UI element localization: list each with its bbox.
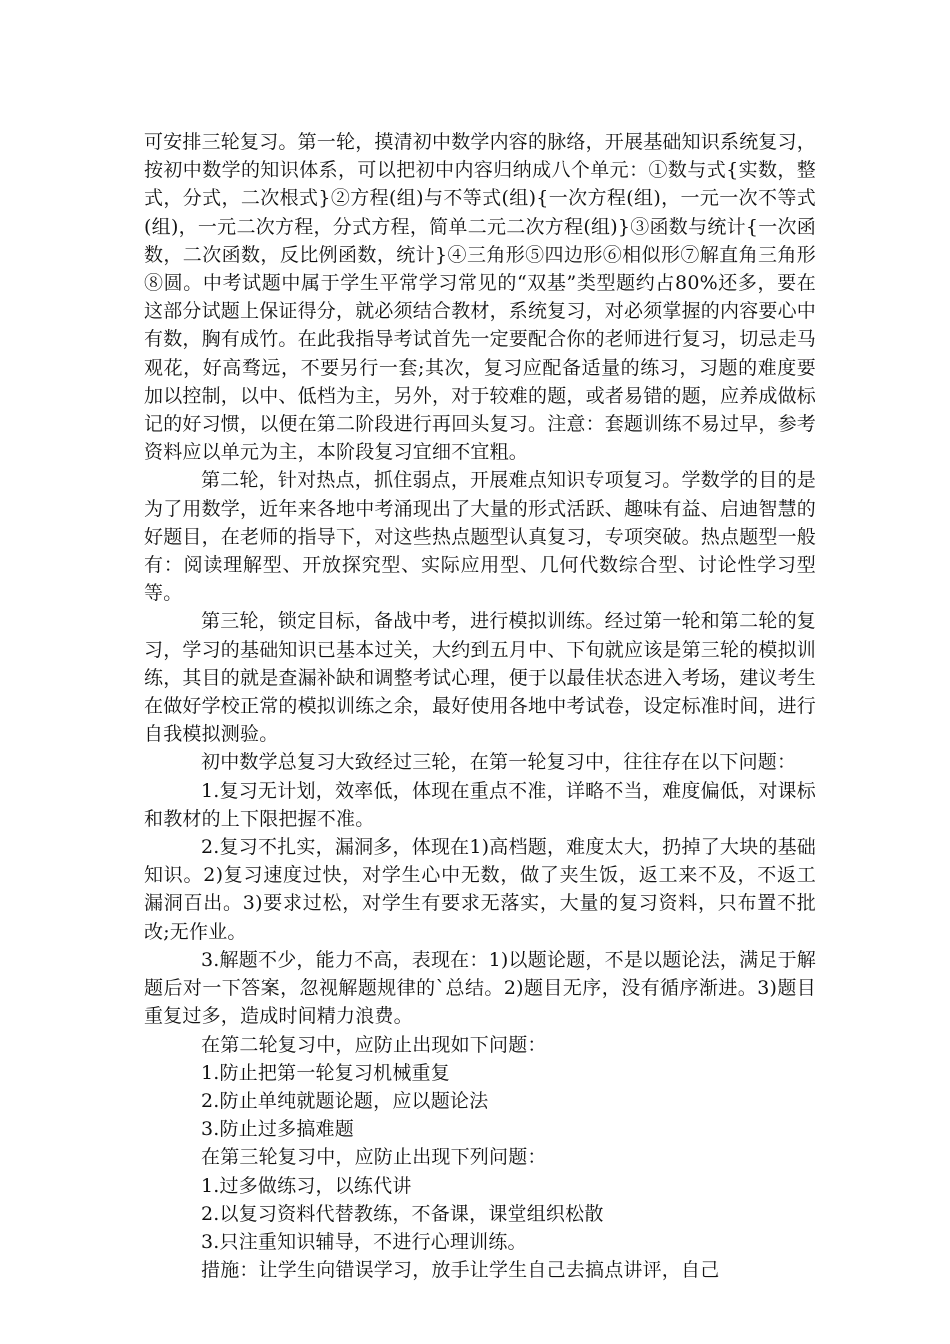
document-body: [144, 128, 816, 1284]
paragraph-problems-intro: 初中数学总复习大致经过三轮，在第一轮复习中，往往存在以下问题：: [201, 751, 797, 774]
list-item: 2.防止单纯就题论题，应以题论法: [201, 1089, 489, 1112]
paragraph-second-round: 第二轮，针对热点，抓住弱点，开展难点知识专项复习。学数学的目的是为了用数学，近年来各地中考涌现出了大量的形式活跃、趣味有益、启迪智慧的好题目，在老师的指导下，对这些热点题型认真复习，专项突破。热点题型一般有：阅读理解型、开放探究型、实际应用型、几何代数综合型、讨论性学习型等。: [144, 469, 817, 605]
list-item: 2.以复习资料代替教练，不备课，课堂组织松散: [201, 1202, 604, 1225]
list-item: 3.只注重知识辅导，不进行心理训练。: [201, 1230, 527, 1253]
list-item: 1.过多做练习，以练代讲: [201, 1174, 412, 1197]
paragraph-problem-3: 3.解题不少，能力不高，表现在：1)以题论题，不是以题论法，满足于解题后对一下答案，忽视解题规律的`总结。2)题目无序，没有循序渐进。3)题目重复过多，造成时间精力浪费。: [144, 948, 816, 1028]
list-item: 3.防止过多搞难题: [201, 1118, 354, 1141]
paragraph-problem-1: 1.复习无计划，效率低，体现在重点不准，详略不当，难度偏低，对课标和教材的上下限把握不准。: [144, 779, 816, 830]
paragraph-first-round: 可安排三轮复习。第一轮，摸清初中数学内容的脉络，开展基础知识系统复习，按初中数学的知识体系，可以把初中内容归纳成八个单元：①数与式{实数，整式，分式，二次根式}②方程(组)与不等式(组){一次方程(组)，一元一次不等式(组)，一元二次方程，分式方程，简单二元二次方程(组)}③函数与统计{一次函数，二次函数，反比例函数，统计}④三角形⑤四边形⑥相似形⑦解直角三角形⑧圆。中考试题中属于学生平常学习常见的“双基”类型题约占80%还多，要在这部分试题上保证得分，就必须结合教材，系统复习，对必须掌握的内容要心中有数，胸有成竹。在此我指导考试首先一定要配合你的老师进行复习，切忌走马观花，好高骛远，不要另行一套;其次，复习应配备适量的练习，习题的难度要加以控制，以中、低档为主，另外，对于较难的题，或者易错的题，应养成做标记的好习惯，以便在第二阶段进行再回头复习。注意：套题训练不易过早，参考资料应以单元为主，本阶段复习宜细不宜粗。: [144, 131, 817, 464]
paragraph-third-round: 第三轮，锁定目标，备战中考，进行模拟训练。经过第一轮和第二轮的复习，学习的基础知识已基本过关，大约到五月中、下旬就应该是第三轮的模拟训练，其目的就是查漏补缺和调整考试心理，便于以最佳状态进入考场，建议考生在做好学校正常的模拟训练之余，最好使用各地中考试卷，设定标准时间，进行自我模拟测验。: [144, 610, 817, 746]
paragraph-third-round-heading: 在第三轮复习中，应防止出现下列问题：: [201, 1146, 547, 1169]
paragraph-problem-2: 2.复习不扎实，漏洞多，体现在1)高档题，难度太大，扔掉了大块的基础知识。2)复习速度过快，对学生心中无数，做了夹生饭，返工来不及，不返工漏洞百出。3)要求过松，对学生有要求无落实，大量的复习资料，只布置不批改;无作业。: [144, 836, 816, 943]
list-item: 1.防止把第一轮复习机械重复: [201, 1061, 450, 1084]
paragraph-measures: 措施：让学生向错误学习，放手让学生自己去搞点讲评，自己: [201, 1259, 720, 1282]
paragraph-second-round-heading: 在第二轮复习中，应防止出现如下问题：: [201, 1033, 547, 1056]
